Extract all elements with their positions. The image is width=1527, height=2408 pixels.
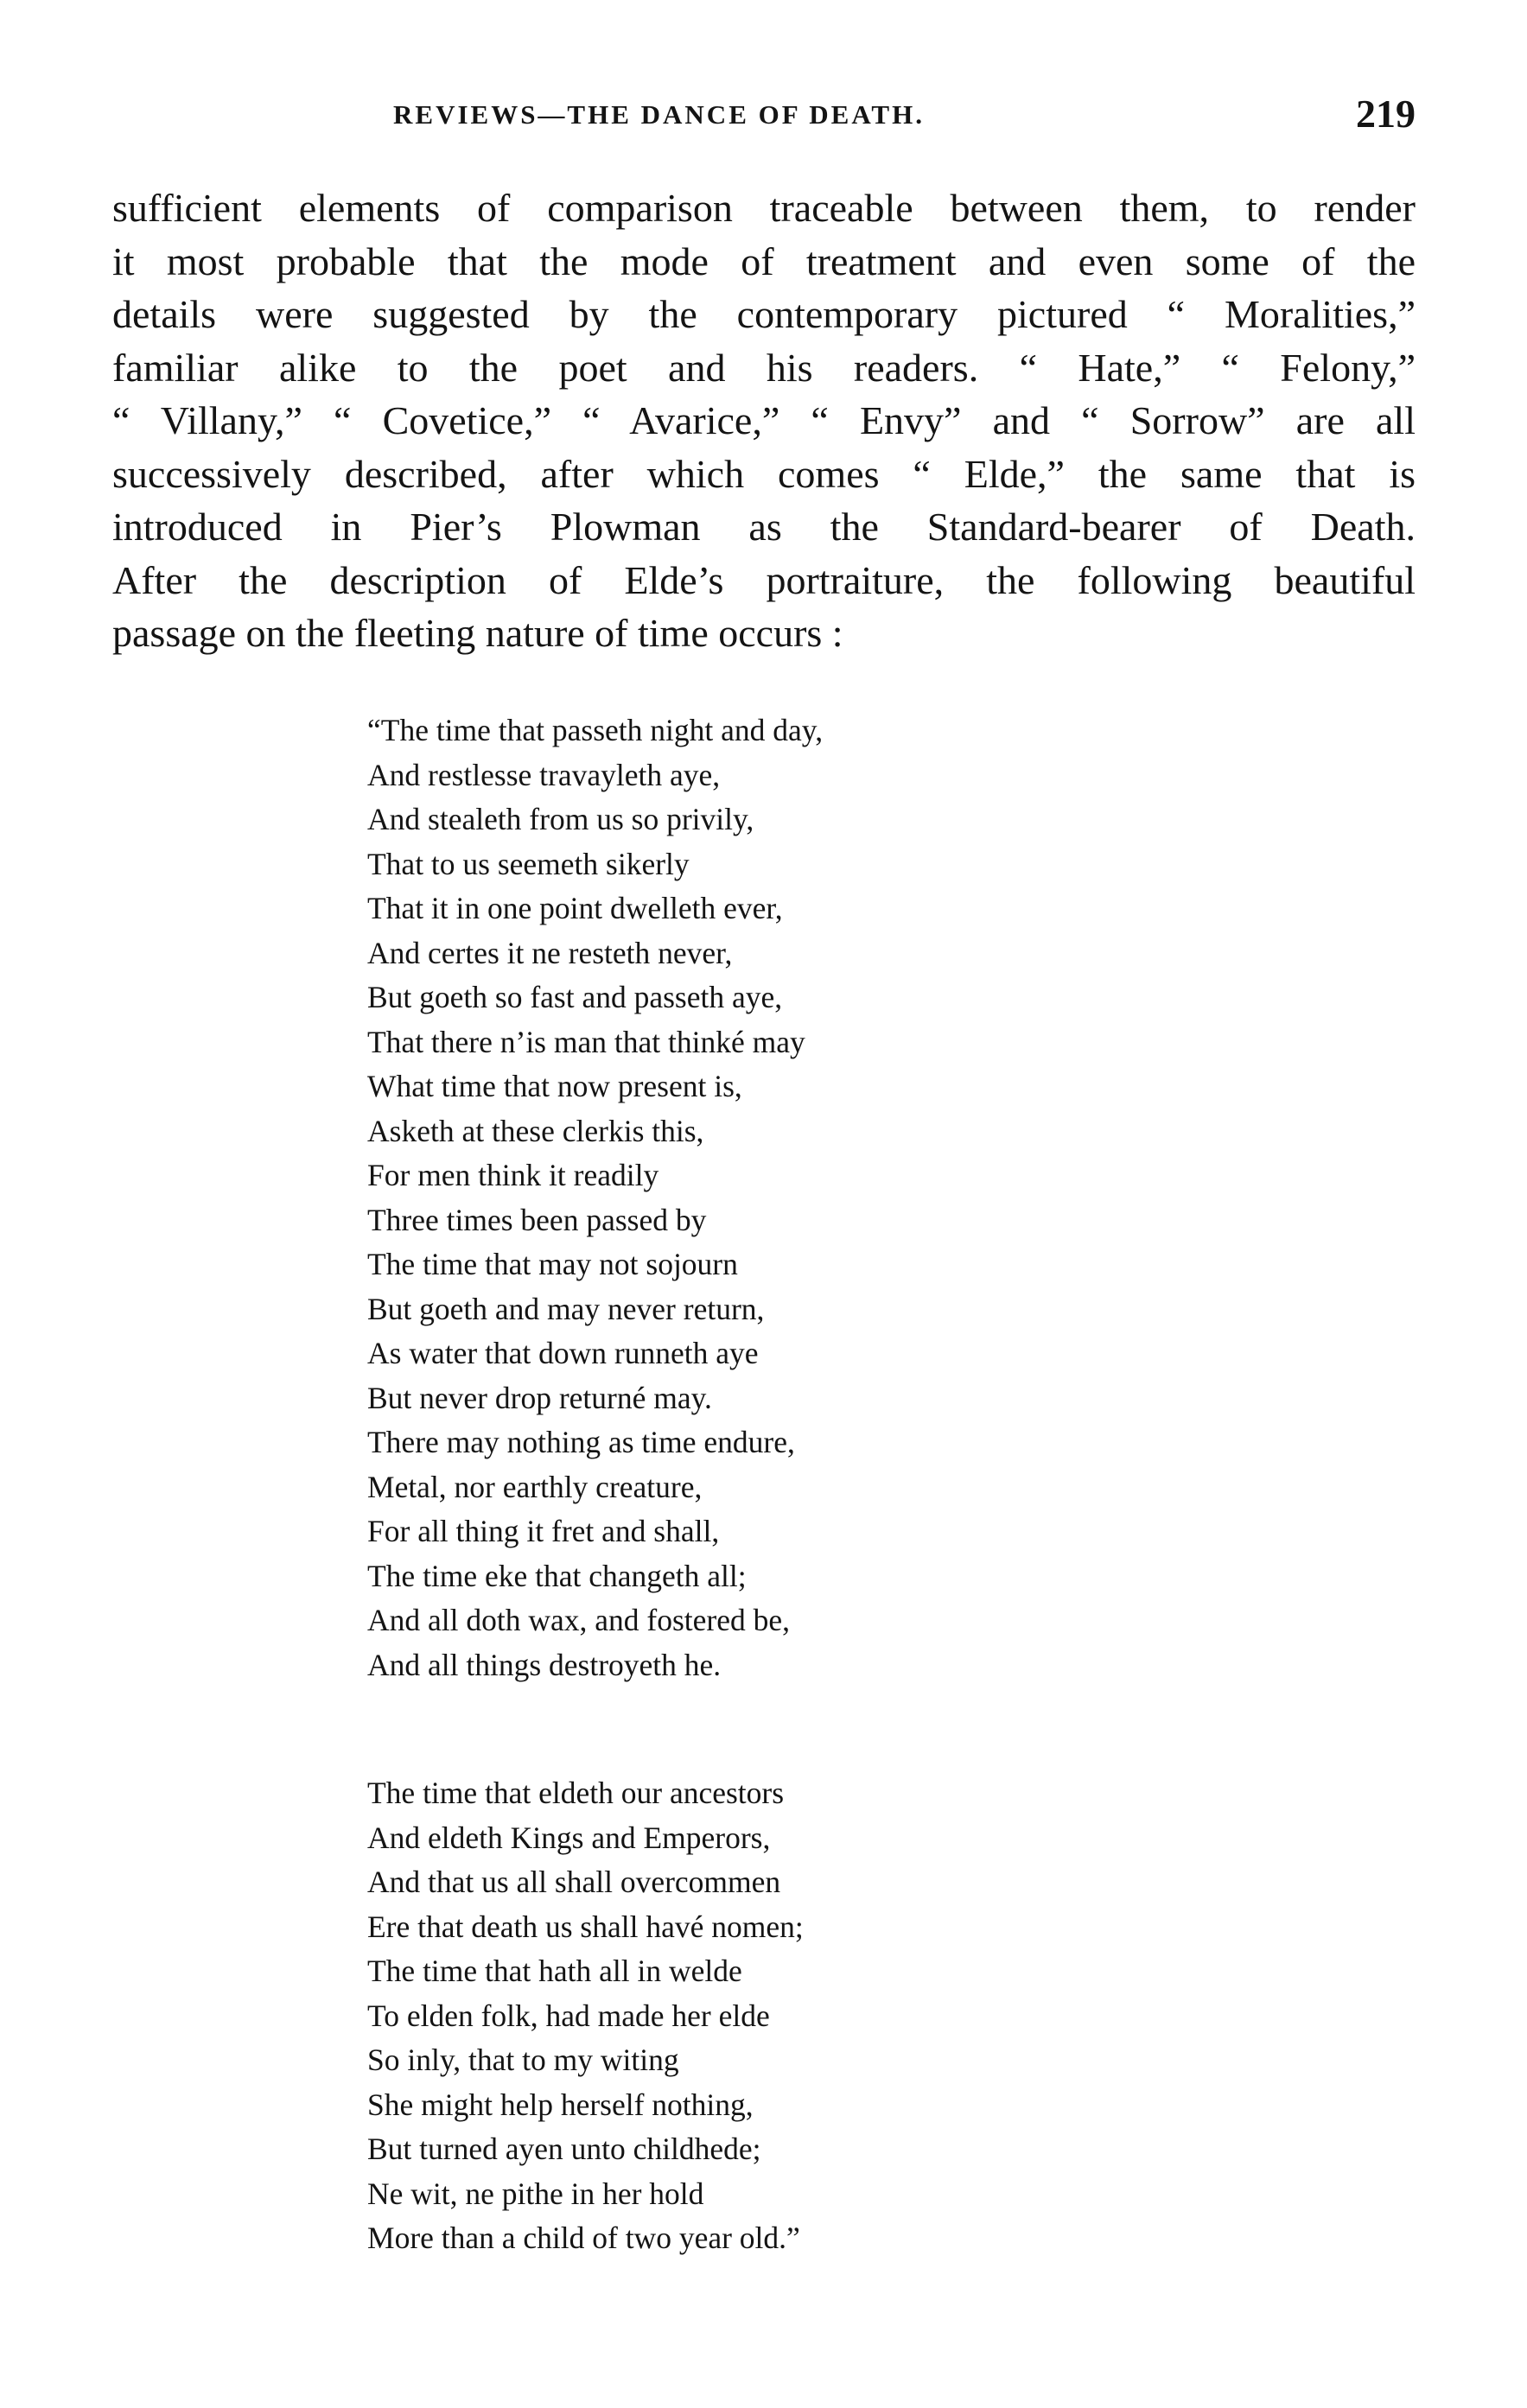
verse-line: And eldeth Kings and Emperors,	[367, 1820, 771, 1855]
verse-line: She might help herself nothing,	[367, 2087, 754, 2122]
verse-line: But goeth so fast and passeth aye,	[367, 980, 783, 1014]
verse-line: And that us all shall overcommen	[367, 1865, 781, 1899]
paragraph-line: successively described, after which comes “ Elde,” the same that is	[112, 451, 1416, 496]
paragraph-line: “ Villany,” “ Covetice,” “ Avarice,” “ Envy” and “ Sorrow” are all	[112, 398, 1416, 442]
verse-line: That to us seemeth sikerly	[367, 846, 690, 881]
verse-line: And all doth wax, and fostered be,	[367, 1603, 790, 1637]
paragraph-line: sufficient elements of comparison traceable between them, to render	[112, 186, 1416, 230]
verse-line: For all thing it fret and shall,	[367, 1514, 720, 1548]
verse-line: But never drop returné may.	[367, 1380, 712, 1415]
verse-line: More than a child of two year old.”	[367, 2221, 800, 2255]
body-paragraph	[112, 181, 1416, 660]
verse-line: That it in one point dwelleth ever,	[367, 891, 783, 925]
paragraph-line: introduced in Pier’s Plowman as the Standard-bearer of Death.	[112, 505, 1416, 549]
verse-line: There may nothing as time endure,	[367, 1425, 795, 1459]
paragraph-line: details were suggested by the contemporary pictured “ Moralities,”	[112, 292, 1416, 336]
verse-line: And restlesse travayleth aye,	[367, 757, 721, 792]
verse-line: Ere that death us shall havé nomen;	[367, 1909, 804, 1944]
running-head: REVIEWS—THE DANCE OF DEATH.	[393, 99, 925, 130]
verse-line: To elden folk, had made her elde	[367, 1998, 770, 2033]
verse-line: That there n’is man that thinké may	[367, 1024, 805, 1059]
verse-line: As water that down runneth aye	[367, 1336, 759, 1370]
verse-line: The time eke that changeth all;	[367, 1558, 747, 1593]
verse-stanza-2	[367, 1771, 1059, 2261]
verse-line: But goeth and may never return,	[367, 1291, 765, 1326]
paragraph-line: After the description of Elde’s portraiture, the following beautiful	[112, 557, 1416, 602]
paragraph-line: passage on the fleeting nature of time occurs :	[112, 611, 843, 655]
verse-line: Three times been passed by	[367, 1202, 707, 1237]
verse-line: And all things destroyeth he.	[367, 1647, 722, 1682]
verse-line: Metal, nor earthly creature,	[367, 1469, 703, 1504]
verse-line: The time that hath all in welde	[367, 1954, 742, 1988]
verse-line: Asketh at these clerkis this,	[367, 1113, 704, 1148]
verse-line: But turned ayen unto childhede;	[367, 2132, 761, 2166]
paragraph-line: it most probable that the mode of treatment and even some of the	[112, 238, 1416, 283]
verse-line: The time that eldeth our ancestors	[367, 1776, 785, 1810]
verse-line: “The time that passeth night and day,	[367, 713, 824, 747]
verse-line: What time that now present is,	[367, 1069, 742, 1103]
verse-line: And certes it ne resteth never,	[367, 935, 733, 970]
verse-stanza-1	[367, 708, 1059, 1687]
page-number: 219	[1356, 92, 1416, 136]
verse-line: And stealeth from us so privily,	[367, 802, 754, 836]
verse-line: For men think it readily	[367, 1158, 659, 1192]
page-header	[112, 91, 1416, 143]
paragraph-line: familiar alike to the poet and his readers. “ Hate,” “ Felony,”	[112, 345, 1416, 390]
verse-line: So inly, that to my witing	[367, 2043, 679, 2077]
verse-line: Ne wit, ne pithe in her hold	[367, 2176, 704, 2211]
verse-line: The time that may not sojourn	[367, 1247, 738, 1281]
